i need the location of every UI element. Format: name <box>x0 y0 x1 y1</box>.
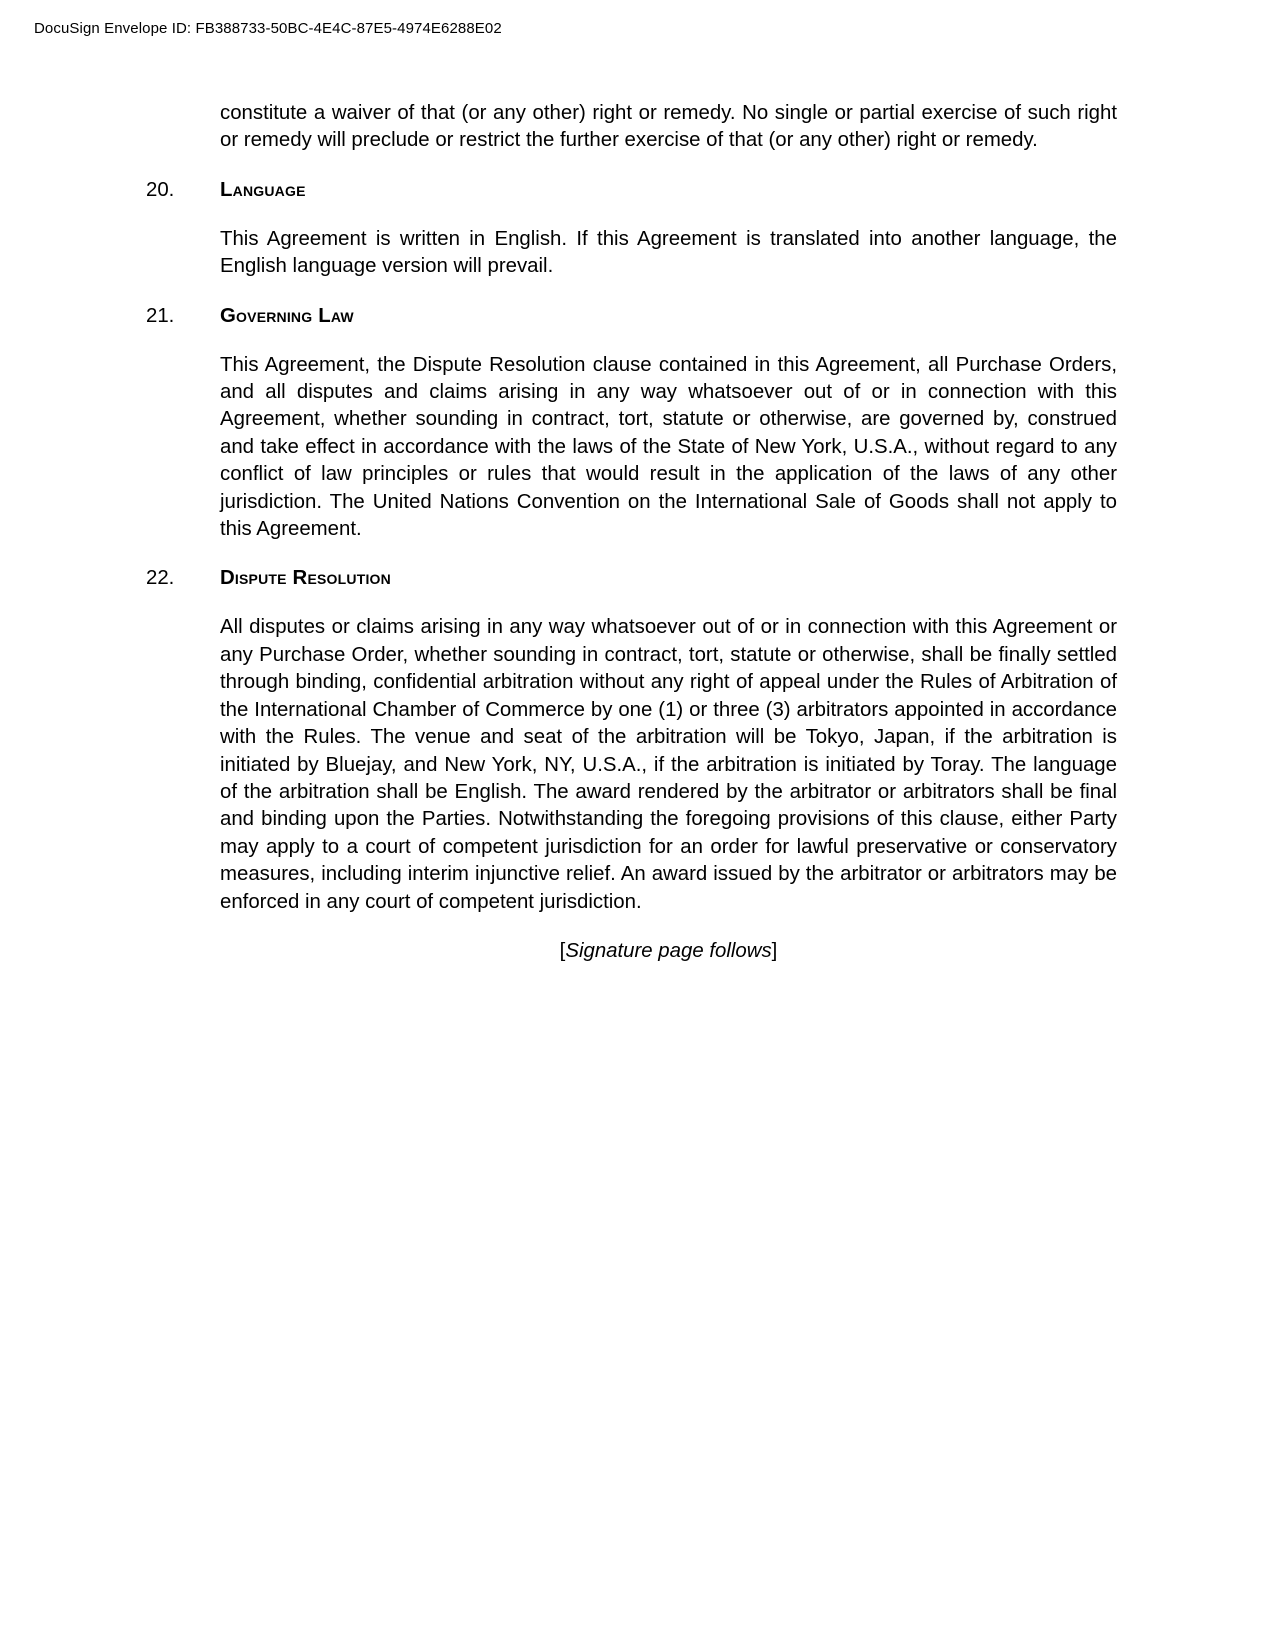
section-number: 20. <box>146 178 175 201</box>
intro-paragraph: constitute a waiver of that (or any other) right or remedy. No single or partial exercise of such right or remedy will preclude or restrict the further exercise of that (or any other) right or remedy. <box>220 102 1117 152</box>
section-heading-governing-law <box>146 303 1117 330</box>
section-number: 21. <box>146 304 175 327</box>
document-body <box>146 100 1117 965</box>
section-body-governing-law: This Agreement, the Dispute Resolution clause contained in this Agreement, all Purchase Orders, and all disputes and claims arising in any way whatsoever out of or in connection with this Agreement, whether sounding in contract, tort, statute or otherwise, are governed by, construed and take effect in accordance with the laws of the State of New York, U.S.A., without regard to any conflict of law principles or rules that would result in the application of the laws of any other jurisdiction. The United Nations Convention on the International Sale of Goods shall not apply to this Agreement. <box>220 353 1117 541</box>
section-heading-dispute-resolution <box>146 565 1117 592</box>
section-title: Dispute Resolution <box>220 567 391 590</box>
section-heading-language <box>146 177 1117 204</box>
section-number: 22. <box>146 567 175 590</box>
section-title: Governing Law <box>220 304 354 327</box>
signature-page-text: Signature page follows <box>565 939 772 962</box>
section-body-language: This Agreement is written in English. If this Agreement is translated into another language, the English language version will prevail. <box>220 227 1117 278</box>
close-bracket: ] <box>771 939 778 962</box>
section-title: Language <box>220 178 306 201</box>
open-bracket: [ <box>559 939 566 962</box>
section-body-dispute-resolution: All disputes or claims arising in any way whatsoever out of or in connection with this Agreement or any Purchase Order, whether sounding in contract, tort, statute or otherwise, shall be finally settled through binding, confidential arbitration without any right of appeal under the Rules of Arbitration of the International Chamber of Commerce by one (1) or three (3) arbitrators appointed in accordance with the Rules. The venue and seat of the arbitration will be Tokyo, Japan, if the arbitration is initiated by Bluejay, and New York, NY, U.S.A., if the arbitration is initiated by Toray. The language of the arbitration shall be English. The award rendered by the arbitrator or arbitrators shall be final and binding upon the Parties. Notwithstanding the foregoing provisions of this clause, either Party may apply to a court of competent jurisdiction for an order for lawful preservative or conservatory measures, including interim injunctive relief. An award issued by the arbitrator or arbitrators may be enforced in any court of competent jurisdiction. <box>220 616 1117 913</box>
docusign-envelope-id: DocuSign Envelope ID: FB388733-50BC-4E4C-87E5-4974E6288E02 <box>34 20 502 37</box>
signature-page-note <box>220 938 1117 965</box>
